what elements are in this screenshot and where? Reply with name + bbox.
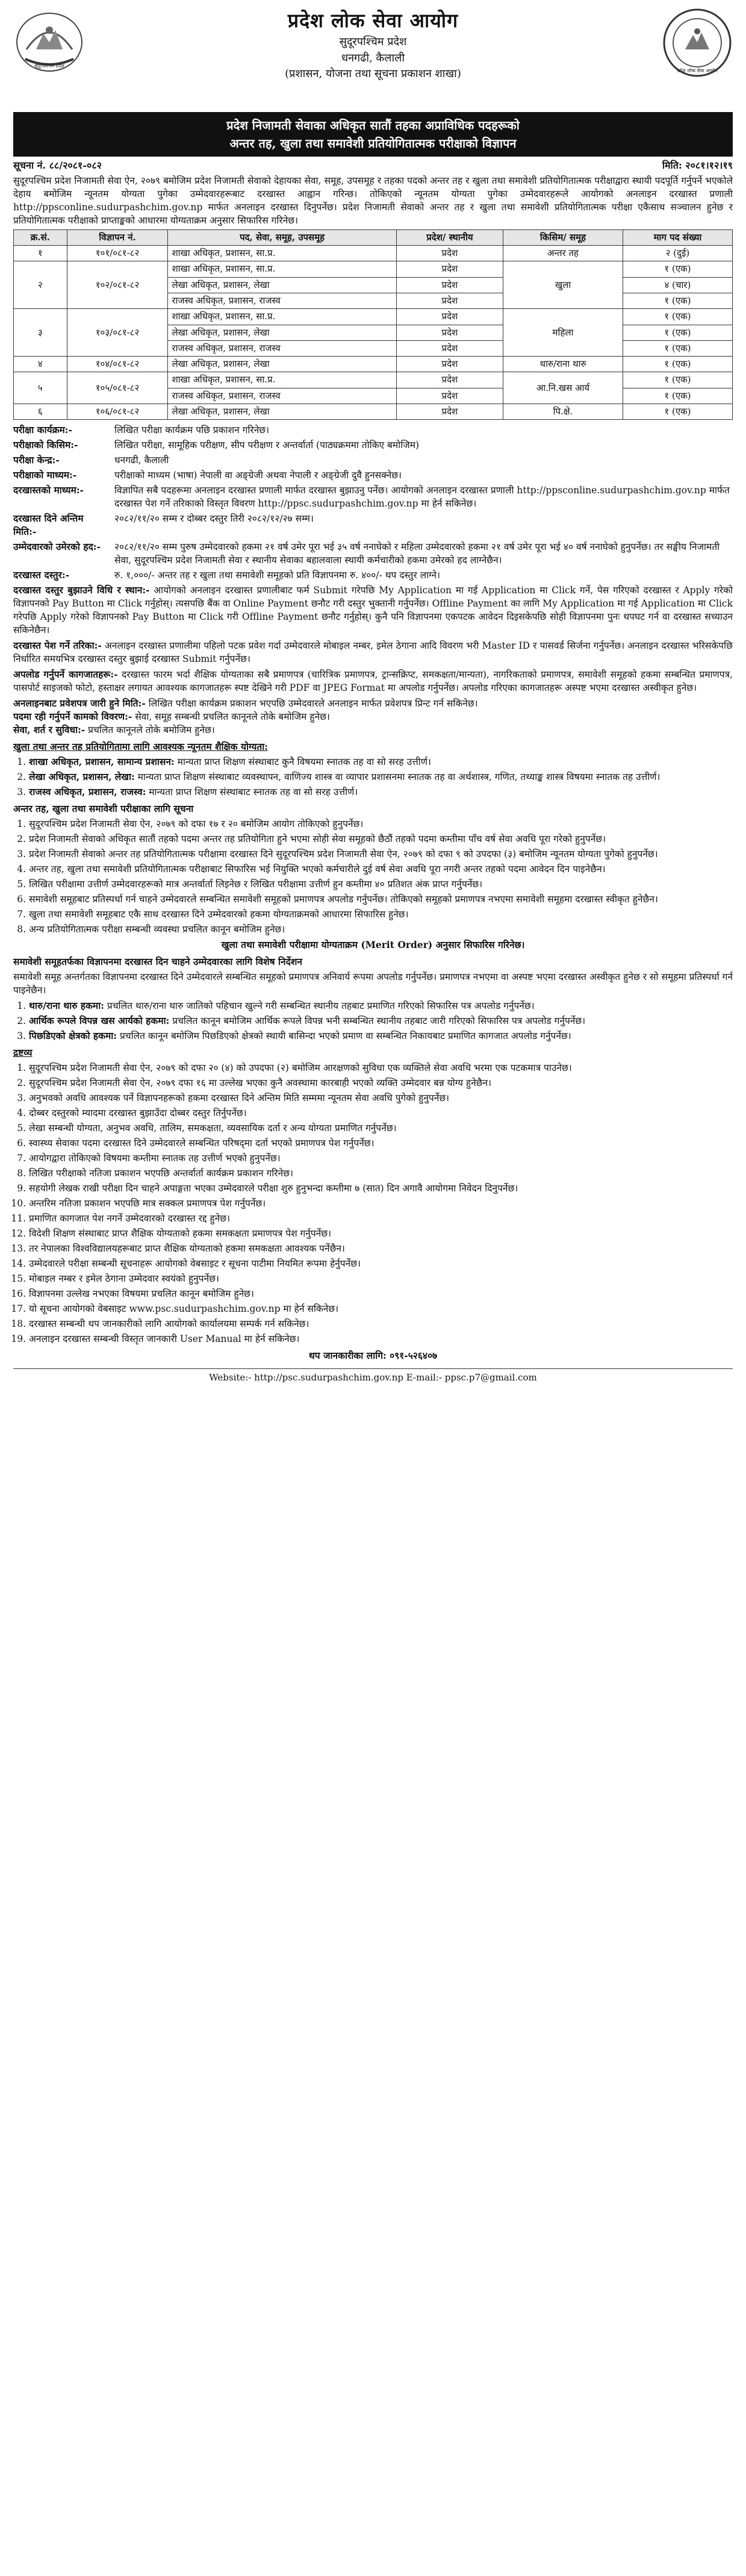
education-item [29,770,733,784]
cell-level: प्रदेश [396,309,503,325]
inner-list [13,817,733,936]
cell-demand: १ (एक) [623,340,732,356]
seal-text: प्रदेश लोक सेवा आयोग [677,68,718,73]
inner-item: 5. लिखित परीक्षामा उत्तीर्ण उम्मेदवारहरूको मात्र अन्तर्वार्ता लिइनेछ र लिखित परीक्षामा उत्तीर्ण हुन कम्तीमा ४० प्रतिशत अंक प्राप्त गर्नुपर्नेछ। [29,878,733,891]
other-info-row [13,723,733,737]
cell-ad-no: १०४/०८१-८२ [67,357,168,372]
special-text: प्रचलित कानून बमोजिम पिछडिएको क्षेत्रको स्थायी बासिन्दा भएको प्रमाण वा सम्बन्धित निकायबाट प्रमाणित कागजात अपलोड गर्नुपर्नेछ। [119,1031,571,1042]
other-info-value: प्रचलित कानूनले तोके बमोजिम हुनेछ। [88,725,215,736]
note-item: 4. दोब्बर दस्तुरको म्यादमा दरखास्त बुझाउँदा दोब्बर दस्तुर तिर्नुपर्नेछ। [29,1106,733,1120]
note-item: 10. अन्तरिम नतिजा प्रकाशन भएपछि मात्र सक्कल प्रमाणपत्र पेश गर्नुपर्नेछ। [29,1197,733,1210]
cell-sn: ६ [14,404,67,419]
notice-date: मिति: २०८१।१२।१९ [662,160,733,171]
info-key: परीक्षाको माध्यम:- [13,469,77,481]
vacancy-table [13,229,733,420]
education-requirement: मान्यता प्राप्त शिक्षण संस्थाबाट स्नातक तह वा सो सरह उत्तीर्ण। [149,787,358,798]
notice-page [13,5,733,1385]
fee-payment-text: आयोगको अनलाइन दरखास्त प्रणालीबाट फर्म Submit गरेपछि My Application मा गई Application मा Click गर्ने, पेस गरिएको दरखास्त र Apply गरेको विज्ञापनको Pay Button मा Click गर्नुहोस्। त्यसपछि बैंक वा Online Payment छनौट गरी दस्तुर भुक्तानी गर्नुपर्नेछ। Offline Payment का लागि My Application मा गई Application मा Click गरेपछि Apply गरेको विज्ञापनको Pay Button मा Click गरी Offline Payment छनौट गर्नुहोस्। कुनै पनि विज्ञापनमा एकपटक आवेदन दिइसकेपछि सोही विज्ञापनमा पुनः थपघट गर्न वा दरखास्त सच्याउन सकिनेछैन। [13,585,733,636]
special-text: प्रचलित थारु/राना थारु जातिको पहिचान खुल्ने गरी सम्बन्धित स्थानीय तहबाट प्रमाणित गरिएको सिफारिस पत्र अपलोड गर्नुपर्नेछ। [107,1000,535,1012]
table-body [14,246,733,420]
documents-text: दरखास्त फारम भर्दा शैक्षिक योग्यताका सबै प्रमाणपत्र (चारित्रिक प्रमाणपत्र, ट्रान्सक्रिप्ट, समकक्षता/मान्यता), नागरिकताको प्रमाणपत्र, समावेशी समूहको हकमा सम्बन्धित प्रमाणपत्र, पासपोर्ट साइजको फोटो, हस्ताक्षर लगायत आवश्यक कागजातहरू स्पष्ट देखिने गरी PDF वा JPEG Format मा अपलोड गर्नुपर्नेछ। अपलोड गरिएका कागजातहरू अस्पष्ट भएमा दरखास्त अस्वीकृत हुनेछ। [13,669,733,694]
cell-kind: थारु/राना थारु [503,357,623,372]
cell-post: राजस्व अधिकृत, प्रशासन, राजस्व [168,293,396,308]
info-value: विज्ञापित सबै पदहरूमा अनलाइन दरखास्त प्रणाली मार्फत दरखास्त बुझाउनु पर्नेछ। आयोगको अनलाइन दरखास्त प्रणाली http://ppsconline.sudurpashchim.gov.np मार्फत दरखास्त पेश गर्ने तरिकाको विस्तृत विवरण http://ppsc.sudurpashchim.gov.np मा हेर्न सकिनेछ। [114,485,730,510]
cell-demand: ४ (चार) [623,277,732,293]
merit-note: खुला तथा समावेशी परीक्षामा योग्यताक्रम (Merit Order) अनुसार सिफारिस गरिनेछ। [221,939,525,951]
intro-paragraph: सुदूरपश्चिम प्रदेश निजामती सेवा ऐन, २०७९ बमोजिम प्रदेश निजामती सेवाको देहायका सेवा, समूह, उपसमूह र तहका पदको अन्तर तह र खुला तथा समावेशी प्रतियोगितात्मक परीक्षाद्वारा स्थायी पदपूर्ति गर्नुपर्ने भएकोले देहाय बमोजिम न्यूनतम योग्यता पुगेका उम्मेदवारहरूबाट दरखास्त आह्वान गरिन्छ। तोकिएको न्यूनतम योग्यता पुगेका उम्मेदवारहरूले आयोगको अनलाइन दरखास्त प्रणाली http://ppsconline.sudurpashchim.gov.np मार्फत अनलाइन दरखास्त दिनुपर्नेछ। प्रदेश निजामती सेवाको अन्तर तह र खुला तथा समावेशी प्रतियोगितात्मक परीक्षा एकैसाथ सञ्चालन हुनेछ र प्रतियोगितात्मक परीक्षाको प्राप्ताङ्कको आधारमा योग्यताक्रम अनुसार सिफारिस गरिनेछ। [13,175,733,226]
office-location: धनगढी, कैलाली [341,51,405,64]
note-item: 12. विदेशी शिक्षण संस्थाबाट प्राप्त शैक्षिक योग्यताको हकमा समकक्षता प्रमाणपत्र पेश गर्नुपर्नेछ। [29,1227,733,1240]
col-kind: किसिम/ समूह [503,229,623,245]
cell-post: लेखा अधिकृत, प्रशासन, लेखा [168,325,396,340]
special-key: आर्थिक रूपले विपन्न खस आर्यको हकमा: [29,1015,170,1027]
cell-demand: २ (दुई) [623,246,732,261]
cell-demand: १ (एक) [623,404,732,419]
note-item: 11. प्रमाणित कागजात पेश नगर्ने उम्मेदवारको दरखास्त रद्द हुनेछ। [29,1212,733,1225]
special-key: पिछडिएको क्षेत्रको हकमा: [29,1030,117,1042]
info-row [13,569,733,582]
notice-banner [13,112,733,157]
cell-kind: पि.क्षे. [503,404,623,419]
special-item [29,1014,733,1028]
submit-method-text: अनलाइन दरखास्त प्रणालीमा पहिलो पटक प्रवेश गर्दा उम्मेदवारले मोबाइल नम्बर, इमेल ठेगाना आदि विवरण भरी Master ID र पासवर्ड सिर्जना गर्नुपर्नेछ। अनलाइन दरखास्त भरिसकेपछि निर्धारित समयभित्र दरखास्त दस्तुर बुझाई दरखास्त Submit गर्नुपर्नेछ। [13,640,733,665]
special-intro: समावेशी समूह अन्तर्गतका विज्ञापनमा दरखास्त दिने उम्मेदवारले सम्बन्धित समूहको प्रमाणपत्र अनिवार्य रूपमा अपलोड गर्नुपर्नेछ। प्रमाणपत्र नभएमा वा अस्पष्ट भएमा दरखास्त अस्वीकृत हुनेछ र सो समूहमा प्रतिस्पर्धा गर्न पाइनेछैन। [13,971,733,996]
documents-paragraph [13,668,733,694]
cell-ad-no: १०१/०८१-८२ [67,246,168,261]
cell-demand: १ (एक) [623,388,732,404]
info-key: दरखास्तको माध्यम:- [13,484,84,496]
note-item: 8. लिखित परीक्षाको नतिजा प्रकाशन भएपछि अन्तर्वार्ता कार्यक्रम प्रकाशन गरिनेछ। [29,1167,733,1180]
table-row [14,261,733,277]
info-row [13,484,733,510]
info-block [13,423,733,582]
education-list [13,755,733,799]
cell-demand: १ (एक) [623,261,732,277]
special-heading: समावेशी समूहतर्फका विज्ञापनमा दरखास्त दिन चाहने उम्मेदवारका लागि विशेष निर्देशन [13,956,303,968]
info-row [13,454,733,467]
note-item: 1. सुदूरपश्चिम प्रदेश निजामती सेवा ऐन, २०७९ को दफा २० (४) को उपदफा (२) बमोजिम आरक्षणको सुविधा एक व्यक्तिले सेवा अवधि भरमा एक पटकमात्र पाउनेछ। [29,1061,733,1074]
inner-item: 2. प्रदेश निजामती सेवाको अधिकृत सातौं तहको पदमा अन्तर तह प्रतियोगिता हुने भएमा सोही सेवा समूहको छैठौं तहको पदमा कम्तीमा पाँच वर्ष सेवा अवधि पूरा गरेको हुनुपर्नेछ। [29,832,733,846]
special-item [29,1029,733,1043]
cell-ad-no: १०३/०८१-८२ [67,309,168,357]
info-key: परीक्षा कार्यक्रम:- [13,424,72,436]
education-item [29,785,733,799]
table-row [14,357,733,372]
info-key: उम्मेदवारको उमेरको हद:- [13,541,101,553]
table-row [14,372,733,388]
cell-level: प्रदेश [396,246,503,261]
note-item: 18. दरखास्त सम्बन्धी थप जानकारीको लागि आयोगको कार्यालयमा सम्पर्क गर्न सकिनेछ। [29,1317,733,1330]
fee-payment-paragraph [13,584,733,637]
note-item: 15. मोबाइल नम्बर र इमेल ठेगाना उम्मेदवार स्वयंको हुनुपर्नेछ। [29,1272,733,1285]
cell-level: प्रदेश [396,277,503,293]
cell-post: शाखा अधिकृत, प्रशासन, सा.प्र. [168,261,396,277]
commission-seal-icon [662,7,733,78]
cell-post: शाखा अधिकृत, प्रशासन, सा.प्र. [168,309,396,325]
table-row [14,404,733,419]
special-text: प्रचलित कानून बमोजिम आर्थिक रूपले विपन्न भनी सम्बन्धित स्थानीय तहबाट जारी गरिएको सिफारिस पत्र अपलोड गर्नुपर्नेछ। [172,1015,586,1027]
education-requirement: मान्यता प्राप्त शिक्षण संस्थाबाट व्यवस्थापन, वाणिज्य शास्त्र वा व्यापार प्रशासनमा स्नातक तह वा अर्थशास्त्र, गणित, तथ्याङ्क शास्त्र विषयमा स्नातक तह उत्तीर्ण। [137,772,661,783]
note-item: 6. स्वास्थ्य सेवाका पदमा दरखास्त दिने उम्मेदवारले सम्बन्धित परिषद्‌मा दर्ता भएको प्रमाणपत्र पेश गर्नुपर्नेछ। [29,1137,733,1150]
note-item: 3. अनुभवको अवधि आवश्यक पर्ने विज्ञापनहरूको हकमा दरखास्त दिने अन्तिम मिति सम्ममा न्यूनतम सेवा अवधि पुगेको हुनुपर्नेछ। [29,1091,733,1105]
cell-level: प्रदेश [396,357,503,372]
cell-level: प्रदेश [396,325,503,340]
cell-demand: १ (एक) [623,293,732,308]
education-post: शाखा अधिकृत, प्रशासन, सामान्य प्रशासन: [29,756,175,768]
col-ad-no: विज्ञापन नं. [67,229,168,245]
other-info-value: लिखित परीक्षा कार्यक्रम प्रकाशन भएपछि उम्मेदवारले अनलाइन मार्फत प्रवेशपत्र प्रिन्ट गर्न सकिनेछ। [148,698,478,709]
education-post: लेखा अधिकृत, प्रशासन, लेखा: [29,771,135,783]
info-key: परीक्षाको किसिम:- [13,439,78,451]
inner-item: 3. प्रदेश निजामती सेवाको अन्तर तह प्रतियोगितात्मक परीक्षामा दरखास्त दिने सुदूरपश्चिम प्रदेश निजामती सेवा ऐन, २०७९ को दफा ९ को उपदफा (३) बमोजिम न्यूनतम योग्यता पुगेको हुनुपर्नेछ। [29,847,733,861]
cell-post: लेखा अधिकृत, प्रशासन, लेखा [168,404,396,419]
contact-info: थप जानकारीका लागि: ०९१-५२६४०७ [308,1350,438,1362]
cell-post: शाखा अधिकृत, प्रशासन, सा.प्र. [168,372,396,388]
other-info-block [13,697,733,737]
notice-meta [13,159,733,173]
cell-post: राजस्व अधिकृत, प्रशासन, राजस्व [168,388,396,404]
note-item: 5. लेखा सम्बन्धी योग्यता, अनुभव अवधि, तालिम, समकक्षता, व्यवसायिक दर्ता र अन्य योग्यता प्रमाणित गर्नुपर्नेछ। [29,1121,733,1135]
banner-line-1: प्रदेश निजामती सेवाका अधिकृत सातौं तहका अप्राविधिक पदहरूको [226,118,520,133]
notes-list [13,1061,733,1346]
nepal-emblem-icon [13,10,85,75]
cell-ad-no: १०५/०८१-८२ [67,372,168,404]
info-value: २०८२/११/२० सम्म र दोब्बर दस्तुर तिरी २०८२/१२/२७ सम्म। [114,513,314,525]
table-header-row [14,229,733,245]
info-row [13,423,733,437]
fee-payment-key: दरखास्त दस्तुर बुझाउने विधि र स्थान:- [13,584,150,596]
cell-level: प्रदेश [396,340,503,356]
special-key: थारु/राना थारु हकमा: [29,1000,104,1012]
cell-level: प्रदेश [396,293,503,308]
submit-method-key: दरखास्त पेश गर्ने तरिका:- [13,640,102,652]
inner-item: 8. अन्य प्रतियोगितात्मक परीक्षा सम्बन्धी व्यवस्था प्रचलित कानून बमोजिम हुनेछ। [29,923,733,936]
other-info-key: अनलाइनबाट प्रवेशपत्र जारी हुने मिति:- [13,697,146,709]
cell-post: लेखा अधिकृत, प्रशासन, लेखा [168,357,396,372]
cell-post: राजस्व अधिकृत, प्रशासन, राजस्व [168,340,396,356]
cell-post: शाखा अधिकृत, प्रशासन, सा.प्र. [168,246,396,261]
emblem-caption: सुदूरपश्चिम प्रदेश [34,63,64,69]
info-value: परीक्षाको माध्यम (भाषा) नेपाली वा अङ्ग्रेजी अथवा नेपाली र अङ्ग्रेजी दुवै हुनसक्नेछ। [114,470,402,481]
note-item: 13. तर नेपालका विश्वविद्यालयहरूबाट प्राप्त शैक्षिक योग्यताको हकमा समकक्षता आवश्यक पर्नेछैन। [29,1242,733,1255]
notice-number: सूचना नं. ८८/२०८१-०८२ [13,160,102,171]
banner-line-2: अन्तर तह, खुला तथा समावेशी प्रतियोगितात्मक परीक्षाको विज्ञापन [229,136,517,151]
notes-heading: द्रष्टव्य [13,1047,33,1059]
cell-demand: १ (एक) [623,372,732,388]
cell-sn: ५ [14,372,67,404]
branch-name: (प्रशासन, योजना तथा सूचना प्रकाशन शाखा) [285,67,461,80]
cell-sn: १ [14,246,67,261]
info-row [13,512,733,538]
info-row [13,438,733,452]
special-item [29,999,733,1012]
cell-post: लेखा अधिकृत, प्रशासन, लेखा [168,277,396,293]
education-heading: खुला तथा अन्तर तह प्रतियोगितामा लागि आवश्यक न्यूनतम शैक्षिक योग्यता: [13,741,268,753]
table-row [14,246,733,261]
cell-ad-no: १०६/०८१-८२ [67,404,168,419]
province-name: सुदूरपश्चिम प्रदेश [339,36,407,49]
info-value: लिखित परीक्षा, सामूहिक परीक्षण, सीप परीक्षण र अन्तर्वार्ता (पाठ्यक्रममा तोकिए बमोजिम) [114,440,420,451]
col-sn: क्र.सं. [14,229,67,245]
note-item: 17. यो सूचना आयोगको वेबसाइट www.psc.sudurpashchim.gov.np मा हेर्न सकिनेछ। [29,1302,733,1315]
cell-demand: १ (एक) [623,357,732,372]
other-info-key: सेवा, शर्त र सुविधा:- [13,724,85,736]
inner-heading: अन्तर तह, खुला तथा समावेशी परीक्षाका लागि सूचना [13,803,194,815]
cell-level: प्रदेश [396,388,503,404]
cell-demand: १ (एक) [623,325,732,340]
documents-key: अपलोड गर्नुपर्ने कागजातहरू:- [13,669,118,681]
inner-item: 6. समावेशी समूहबाट प्रतिस्पर्धा गर्न चाहने उम्मेदवारले सम्बन्धित समावेशी समूहको प्रमाणपत्र अपलोड गर्नुपर्नेछ। तोकिएको समूहको प्रमाणपत्र नभएमा समावेशी समूहमा दरखास्त स्वीकृत हुनेछैन। [29,893,733,906]
info-value: २०८२/११/२० सम्म पुरुष उम्मेदवारको हकमा २१ वर्ष उमेर पूरा भई ३५ वर्ष ननाघेको र महिला उम्मेदवारको हकमा २१ वर्ष उमेर पूरा भई ४० वर्ष ननाघेको हुनुपर्नेछ। तर सङ्घीय निजामती सेवा, सुदूरपश्चिम प्रदेश निजामती सेवा र स्थानीय सेवाका बहालवाला स्थायी कर्मचारीको हकमा उमेरको हद लाग्नेछैन। [114,541,720,566]
note-item: 19. अनलाइन दरखास्त सम्बन्धी विस्तृत जानकारी User Manual मा हेर्न सकिनेछ। [29,1332,733,1346]
other-info-row [13,710,733,723]
cell-level: प्रदेश [396,404,503,419]
info-value: रु. १,०००/- अन्तर तह र खुला तथा समावेशी समूहको प्रति विज्ञापनमा रु. ४००/- थप दस्तुर लाग्ने। [114,570,440,581]
special-list [13,999,733,1043]
cell-kind: आ.नि.खस आर्य [503,372,623,404]
inner-item: 1. सुदूरपश्चिम प्रदेश निजामती सेवा ऐन, २०७९ को दफा १७ र २० बमोजिम आयोग तोकिएको हुनुपर्नेछ। [29,817,733,831]
col-level: प्रदेश/ स्थानीय [396,229,503,245]
education-requirement: मान्यता प्राप्त शिक्षण संस्थाबाट कुनै विषयमा स्नातक तह वा सो सरह उत्तीर्ण। [177,756,431,768]
cell-sn: ३ [14,309,67,357]
cell-sn: २ [14,261,67,309]
info-row [13,540,733,567]
cell-level: प्रदेश [396,261,503,277]
footer: Website:- http://psc.sudurpashchim.gov.np E-mail:- ppsc.p7@gmail.com [13,1368,733,1384]
col-demand: माग पद संख्या [623,229,732,245]
info-value: धनगढी, कैलाली [114,455,169,466]
note-item: 9. सहयोगी लेखक राखी परीक्षा दिन चाहने अपाङ्गता भएका उम्मेदवारले परीक्षा शुरु हुनुभन्दा कम्तीमा ७ (सात) दिन अगावै आयोगमा निवेदन दिनुपर्नेछ। [29,1182,733,1195]
other-info-value: सेवा, समूह सम्बन्धी प्रचलित कानूनले तोके बमोजिम हुनेछ। [135,711,330,723]
info-row [13,469,733,482]
cell-sn: ४ [14,357,67,372]
col-post: पद, सेवा, समूह, उपसमूह [168,229,396,245]
education-post: राजस्व अधिकृत, प्रशासन, राजस्व: [29,786,146,798]
cell-kind: खुला [503,261,623,309]
inner-item: 4. अन्तर तह, खुला तथा समावेशी प्रतियोगितात्मक परीक्षाबाट सिफारिस भई नियुक्ति भएको कर्मचारीले दुई वर्ष सेवा अवधि पूरा नगरी अन्तर तहको पदमा आवेदन दिन पाइनेछैन। [29,862,733,876]
inner-item: 7. खुला तथा समावेशी समूहबाट एकै साथ दरखास्त दिने उम्मेदवारको हकमा योग्यताक्रमको आधारमा सिफारिस हुनेछ। [29,908,733,921]
submit-method-paragraph [13,639,733,666]
info-value: लिखित परीक्षा कार्यक्रम पछि प्रकाशन गरिनेछ। [114,425,270,436]
education-item [29,755,733,769]
other-info-row [13,697,733,710]
header [13,7,733,111]
note-item: 2. सुदूरपश्चिम प्रदेश निजामती सेवा ऐन, २०७९ दफा १६ मा उल्लेख भएका कुनै अवस्थामा कारबाही भएको व्यक्ति उम्मेदवार बन्न योग्य हुनेछैन। [29,1076,733,1090]
cell-ad-no: १०२/०८१-८२ [67,261,168,309]
cell-demand: १ (एक) [623,309,732,325]
cell-kind: महिला [503,309,623,357]
note-item: 16. विज्ञापनमा उल्लेख नभएका विषयमा प्रचलित कानून बमोजिम हुनेछ। [29,1287,733,1300]
other-info-key: पदमा रही गर्नुपर्ने कामको विवरण:- [13,711,132,723]
info-key: परीक्षा केन्द्र:- [13,454,60,466]
cell-level: प्रदेश [396,372,503,388]
note-item: 7. आयोगद्वारा तोकिएको विषयमा कम्तीमा स्नातक तह उत्तीर्ण भएको हुनुपर्नेछ। [29,1152,733,1165]
table-row [14,309,733,325]
note-item: 14. उम्मेदवारले परीक्षा सम्बन्धी सूचनाहरू आयोगको वेबसाइट र सूचना पाटीमा नियमित रूपमा हेर्नुपर्नेछ। [29,1257,733,1270]
org-title: प्रदेश लोक सेवा आयोग [287,9,459,32]
info-key: दरखास्त दिने अन्तिम मिति:- [13,513,84,538]
info-key: दरखास्त दस्तुर:- [13,569,70,581]
cell-kind: अन्तर तह [503,246,623,261]
